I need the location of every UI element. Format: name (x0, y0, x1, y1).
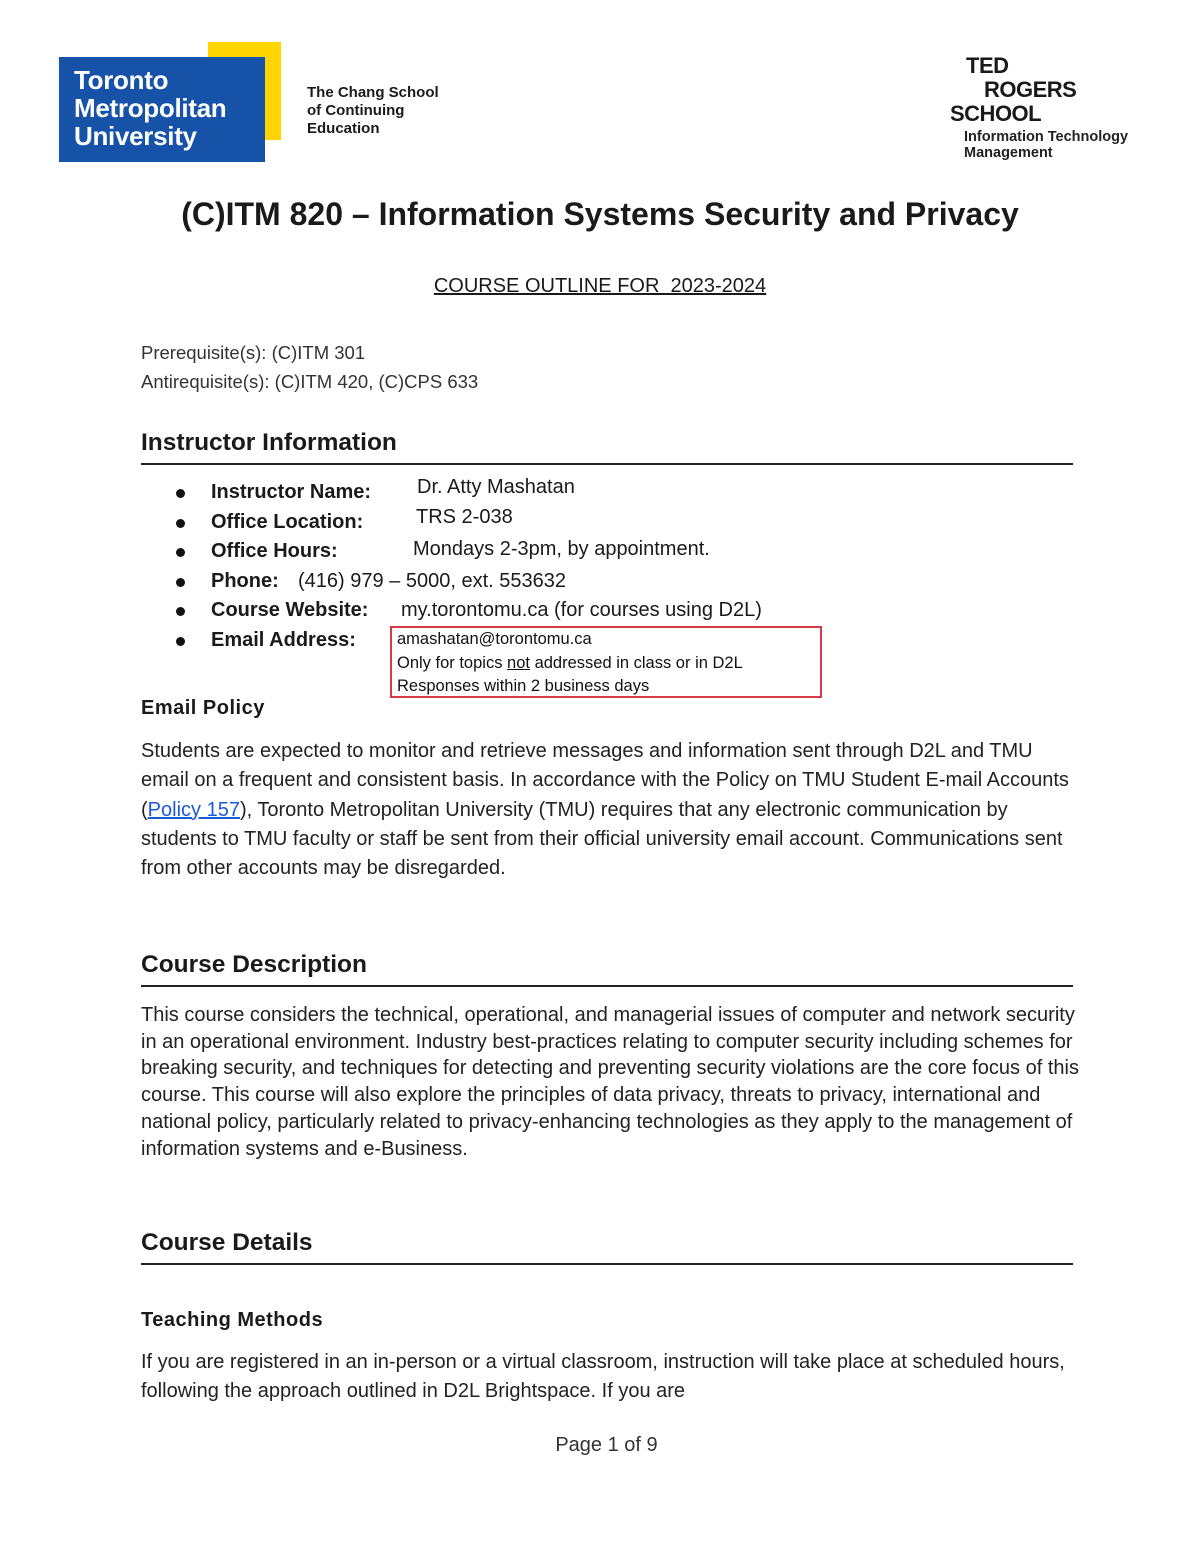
tmu-logo-text (74, 66, 226, 150)
ted-logo-line: ROGERS (984, 77, 1077, 102)
prerequisites: Prerequisite(s): (C)ITM 301 (141, 342, 366, 363)
office-hours-label: Office Hours: (211, 540, 338, 562)
itm-label-line: Information Technology (964, 129, 1129, 145)
itm-department-label (964, 129, 1128, 161)
office-location-label: Office Location: (211, 510, 364, 533)
email-note-emphasis: not (507, 653, 530, 672)
bullet-icon (176, 519, 185, 528)
chang-logo-line: Education (307, 120, 380, 137)
antirequisites: Antirequisite(s): (C)ITM 420, (C)CPS 633 (141, 371, 479, 392)
email-details-box (390, 626, 822, 698)
chang-school-logo (307, 84, 439, 138)
email-note-text: Only for topics (397, 653, 508, 672)
ted-logo-line: SCHOOL (950, 101, 1042, 126)
bullet-icon (176, 637, 185, 646)
itm-label-line: Management (964, 145, 1053, 161)
email-note (397, 652, 820, 676)
bullet-icon (176, 489, 185, 498)
chang-logo-line: The Chang School (307, 84, 439, 101)
page-number: Page 1 of 9 (555, 1434, 658, 1456)
teaching-methods-heading: Teaching Methods (141, 1309, 324, 1331)
email-policy-text-part: ), Toronto Metropolitan University (TMU) requires that any electronic communication by students to TMU faculty or staff be sent from their official university email account. Communications sent from other accounts may be disregarded. (141, 798, 1063, 880)
tmu-logo-line: Toronto (74, 65, 169, 95)
email-address-label: Email Address: (211, 628, 356, 651)
ted-logo-line: TED (966, 53, 1009, 78)
email-address-value[interactable]: amashatan@torontomu.ca (397, 630, 592, 648)
email-policy-text-part: Students are expected to monitor and retrieve messages and information sent through D2L and TMU email on a frequent and consistent basis. In accordance with the Policy on TMU Student E-mail Accounts ( (141, 740, 1069, 821)
phone-value: (416) 979 – 5000, ext. 553632 (298, 569, 566, 592)
instructor-name-label: Instructor Name: (211, 481, 372, 503)
course-website-label: Course Website: (211, 599, 369, 621)
bullet-icon (176, 548, 185, 557)
office-hours-value: Mondays 2-3pm, by appointment. (413, 538, 710, 560)
email-response-time: Responses within 2 business days (397, 677, 650, 695)
email-policy-heading: Email Policy (141, 697, 265, 719)
phone-label: Phone: (211, 569, 279, 592)
course-website-value: my.torontomu.ca (for courses using D2L) (401, 599, 762, 621)
instructor-name-value: Dr. Atty Mashatan (417, 476, 575, 498)
bullet-icon (176, 607, 185, 616)
document-subtitle: COURSE OUTLINE FOR 2023-2024 (433, 275, 767, 297)
tmu-logo-line: Metropolitan (74, 93, 227, 123)
instructor-heading: Instructor Information (141, 429, 1073, 465)
teaching-methods-text: If you are registered in an in-person or a virtual classroom, instruction will take place at scheduled hours, following the approach outlined in D2L Brightspace. If you are (141, 1351, 1065, 1403)
course-description-text: This course considers the technical, operational, and managerial issues of computer and network security in an operational environment. Industry best-practices relating to computer security including schemes for breaking security, and techniques for detecting and preventing security violations are the core focus of this course. This course will also explore the principles of data privacy, threats to privacy, international and national policy, particularly related to privacy-enhancing technologies as they apply to the management of information systems and e-Business. (141, 1004, 1079, 1160)
document-title: (C)ITM 820 – Information Systems Security and Privacy (181, 196, 1019, 232)
email-note-text: addressed in class or in D2L (529, 653, 743, 672)
tmu-logo-line: University (74, 121, 197, 151)
course-details-heading: Course Details (141, 1229, 1073, 1265)
policy-157-link[interactable]: Policy 157 (147, 798, 240, 821)
course-description-heading: Course Description (141, 951, 1073, 987)
ted-rogers-logo (950, 54, 1076, 126)
bullet-icon (176, 578, 185, 587)
email-policy-text (141, 737, 1081, 883)
requisites (141, 338, 478, 396)
office-location-value: TRS 2-038 (416, 505, 513, 528)
chang-logo-line: of Continuing (307, 102, 405, 119)
